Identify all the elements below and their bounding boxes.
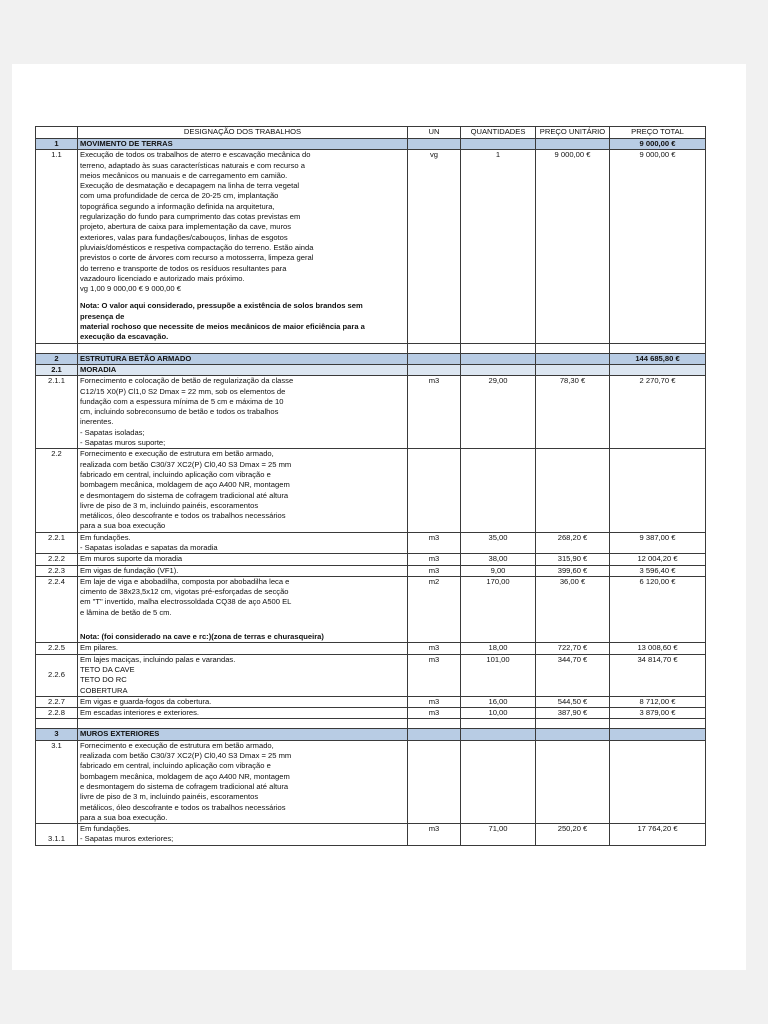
table-row-2-2-2 (36, 554, 706, 565)
desc-line: inerentes. (80, 417, 114, 427)
item-quantity: 16,00 (461, 696, 536, 707)
table-row-2-2-4 (36, 576, 706, 642)
header-preco-unitario: PREÇO UNITÁRIO (536, 127, 610, 139)
item-number: 2.2.7 (36, 696, 78, 707)
desc-line: metálicos, óleo descofrante e todos os trabalhos necessários (80, 802, 286, 812)
desc-line: COBERTURA (80, 685, 128, 695)
desc-line: Fornecimento e colocação de betão de regularização da classe (80, 376, 294, 386)
item-unit: m3 (408, 554, 461, 565)
item-total-price: 34 814,70 € (610, 654, 706, 696)
table-row-2-2-6 (36, 654, 706, 696)
section-title: ESTRUTURA BETÃO ARMADO (78, 353, 408, 364)
item-number: 2.2.2 (36, 554, 78, 565)
item-description (78, 376, 408, 449)
table-row-2-2-3 (36, 565, 706, 576)
desc-line: Fornecimento e execução de estrutura em betão armado, (80, 449, 274, 459)
desc-line: projeto, abertura de caixa para implementação da cave, muros (80, 222, 292, 232)
subsection-number: 2.1 (36, 364, 78, 375)
item-description (78, 740, 408, 823)
item-unit-price: 315,90 € (536, 554, 610, 565)
item-total-price: 12 004,20 € (610, 554, 706, 565)
item-quantity: 101,00 (461, 654, 536, 696)
section-title: MOVIMENTO DE TERRAS (78, 139, 408, 150)
item-quantity: 29,00 (461, 376, 536, 449)
item-unit-price: 250,20 € (536, 824, 610, 846)
desc-line: fundação com a espessura mínima de 5 cm e máxima de 10 (80, 396, 284, 406)
blank-row (36, 719, 706, 729)
desc-line: Execução de desmatação e decapagem na linha de terra vegetal (80, 181, 300, 191)
desc-line: realizada com betão C30/37 XC2(P) Cl0,40 S3 Dmax = 25 mm (80, 459, 292, 469)
table-row-3-1-1 (36, 824, 706, 846)
desc-line: realizada com betão C30/37 XC2(P) Cl0,40 S3 Dmax = 25 mm (80, 751, 292, 761)
note-line: execução da escavação. (80, 332, 169, 342)
item-number: 2.2.1 (36, 532, 78, 554)
desc-line: terreno, adaptado às suas características naturais e com recurso a (80, 160, 305, 170)
item-number: 2.1.1 (36, 376, 78, 449)
note-line: material rochoso que necessite de meios mecânicos de maior eficiência para a (80, 322, 365, 332)
blank-row (36, 343, 706, 353)
item-unit: m3 (408, 565, 461, 576)
item-unit-price: 268,20 € (536, 532, 610, 554)
item-unit-price: 399,60 € (536, 565, 610, 576)
desc-line: - Sapatas muros suporte; (80, 438, 166, 448)
section-total: 144 685,80 € (610, 353, 706, 364)
section-number: 1 (36, 139, 78, 150)
item-description: Em muros suporte da moradia (78, 554, 408, 565)
subsection-row-moradia (36, 364, 706, 375)
item-quantity: 10,00 (461, 708, 536, 719)
table-row-3-1 (36, 740, 706, 823)
item-total-price: 9 000,00 € (610, 150, 706, 343)
item-number: 2.2.3 (36, 565, 78, 576)
note-line: presença de (80, 311, 125, 321)
desc-line: previstos o corte de árvores com recurso a motosserra, limpeza geral (80, 253, 314, 263)
desc-line: regularização do fundo para cumprimento das cotas previstas em (80, 212, 301, 222)
desc-line: - Sapatas muros exteriores; (80, 834, 174, 844)
desc-line: cm, incluindo sobreconsumo de betão e todos os trabalhos (80, 407, 279, 417)
desc-line: Fornecimento e execução de estrutura em betão armado, (80, 740, 274, 750)
desc-line: e desmontagem do sistema de cofragem tradicional até altura (80, 490, 289, 500)
section-row-muros-exteriores (36, 729, 706, 740)
desc-line: C12/15 X0(P) Cl1,0 S2 Dmax = 22 mm, sob os elementos de (80, 386, 286, 396)
desc-line: vazadouro licenciado e autorizado mais próximo. (80, 273, 245, 283)
desc-line: do terreno e transporte de todos os resíduos resultantes para (80, 263, 287, 273)
section-number: 2 (36, 353, 78, 364)
table-row-1-1 (36, 150, 706, 343)
item-total-price: 3 879,00 € (610, 708, 706, 719)
desc-line: Execução de todos os trabalhos de aterro e escavação mecânica do (80, 150, 311, 160)
table-row-2-2-7 (36, 696, 706, 707)
desc-line: Em lajes maciças, incluindo palas e varandas. (80, 654, 236, 664)
item-number: 3.1 (36, 740, 78, 823)
item-quantity: 18,00 (461, 643, 536, 654)
table-row-2-2-8 (36, 708, 706, 719)
table-row-2-1-1 (36, 376, 706, 449)
desc-line: cimento de 38x23,5x12 cm, vigotas pré-esforçadas de secção (80, 587, 289, 597)
table-row-2-2-5 (36, 643, 706, 654)
item-number: 2.2.4 (36, 576, 78, 642)
item-unit: m3 (408, 376, 461, 449)
item-description (78, 150, 408, 343)
item-unit-price: 9 000,00 € (536, 150, 610, 343)
document-page (12, 64, 746, 970)
desc-line: bombagem mecânica, moldagem de aço A400 NR, montagem (80, 480, 290, 490)
item-number: 2.2.5 (36, 643, 78, 654)
item-description (78, 654, 408, 696)
desc-line: exteriores, valas para fundações/cabouços, linhas de esgotos (80, 232, 288, 242)
item-description (78, 576, 408, 642)
desc-line: fabricado em central, incluindo aplicação com vibração e (80, 761, 271, 771)
desc-line: topográfica segundo a informação definida na arquitetura, (80, 201, 275, 211)
item-description (78, 824, 408, 846)
item-description: Em vigas e guarda-fogos da cobertura. (78, 696, 408, 707)
desc-line: em "T" invertido, malha electrossoldada CQ38 de aço A500 EL (80, 597, 292, 607)
bill-of-quantities-table (35, 126, 706, 846)
item-total-price: 17 764,20 € (610, 824, 706, 846)
item-unit: m3 (408, 532, 461, 554)
desc-line: TETO DA CAVE (80, 664, 135, 674)
item-description (78, 449, 408, 532)
table-row-2-2-1 (36, 532, 706, 554)
item-unit-price: 544,50 € (536, 696, 610, 707)
item-number: 2.2 (36, 449, 78, 532)
item-unit-price: 722,70 € (536, 643, 610, 654)
item-total-price: 2 270,70 € (610, 376, 706, 449)
item-number: 1.1 (36, 150, 78, 343)
desc-line: com uma profundidade de cerca de 20-25 cm, implantação (80, 191, 279, 201)
section-number: 3 (36, 729, 78, 740)
section-total: 9 000,00 € (610, 139, 706, 150)
desc-line: livre de piso de 3 m, incluindo painéis, escoramentos (80, 792, 259, 802)
desc-line: meios mecânicos ou manuais e de carregamento em camião. (80, 170, 288, 180)
desc-line: para a sua boa execução. (80, 812, 168, 822)
desc-line: metálicos, óleo descofrante e todos os trabalhos necessários (80, 511, 286, 521)
section-row-movimento-terras (36, 139, 706, 150)
section-title: MUROS EXTERIORES (78, 729, 408, 740)
desc-line: - Sapatas isoladas e sapatas da moradia (80, 542, 218, 552)
item-quantity: 9,00 (461, 565, 536, 576)
item-quantity: 35,00 (461, 532, 536, 554)
item-unit: m3 (408, 824, 461, 846)
item-total-price: 9 387,00 € (610, 532, 706, 554)
desc-line: Em laje de viga e abobadilha, composta por abobadilha leca e (80, 576, 290, 586)
note-line: Nota: (foi considerado na cave e rc:)(zona de terras e churasqueira) (80, 632, 324, 642)
item-total-price: 3 596,40 € (610, 565, 706, 576)
item-description: Em vigas de fundação (VF1). (78, 565, 408, 576)
desc-line: fabricado em central, incluindo aplicação com vibração e (80, 469, 271, 479)
item-quantity: 71,00 (461, 824, 536, 846)
item-unit: m2 (408, 576, 461, 642)
header-preco-total: PREÇO TOTAL (610, 127, 706, 139)
item-number: 2.2.6 (36, 654, 78, 696)
desc-line: - Sapatas isoladas; (80, 427, 145, 437)
header-designacao: DESIGNAÇÃO DOS TRABALHOS (78, 127, 408, 139)
section-row-estrutura-betao (36, 353, 706, 364)
desc-line: Em fundações. (80, 532, 131, 542)
item-quantity: 170,00 (461, 576, 536, 642)
item-unit-price: 78,30 € (536, 376, 610, 449)
item-number: 3.1.1 (36, 824, 78, 846)
item-number: 2.2.8 (36, 708, 78, 719)
desc-line: e desmontagem do sistema de cofragem tradicional até altura (80, 781, 289, 791)
item-description: Em pilares. (78, 643, 408, 654)
item-unit: m3 (408, 654, 461, 696)
item-description: Em escadas interiores e exteriores. (78, 708, 408, 719)
item-total-price: 6 120,00 € (610, 576, 706, 642)
subsection-title: MORADIA (78, 364, 408, 375)
desc-line: TETO DO RC (80, 675, 127, 685)
header-num (36, 127, 78, 139)
item-unit: vg (408, 150, 461, 343)
item-quantity: 38,00 (461, 554, 536, 565)
desc-line: pluviais/domésticos e respetiva compactação do terreno. Estão ainda (80, 242, 314, 252)
item-unit-price: 36,00 € (536, 576, 610, 642)
item-unit-price: 344,70 € (536, 654, 610, 696)
desc-line: Em fundações. (80, 824, 131, 834)
desc-line: e lâmina de betão de 5 cm. (80, 607, 172, 617)
header-quantidades: QUANTIDADES (461, 127, 536, 139)
item-quantity: 1 (461, 150, 536, 343)
item-unit: m3 (408, 708, 461, 719)
desc-line: livre de piso de 3 m, incluindo painéis, escoramentos (80, 500, 259, 510)
note-line: Nota: O valor aqui considerado, pressupõe a existência de solos brandos sem (80, 301, 363, 311)
item-description (78, 532, 408, 554)
item-unit-price: 387,90 € (536, 708, 610, 719)
table-header-row (36, 127, 706, 139)
item-unit: m3 (408, 643, 461, 654)
item-total-price: 8 712,00 € (610, 696, 706, 707)
table-row-2-2 (36, 449, 706, 532)
desc-line: bombagem mecânica, moldagem de aço A400 NR, montagem (80, 771, 290, 781)
desc-line: vg 1,00 9 000,00 € 9 000,00 € (80, 284, 181, 294)
desc-line: para a sua boa execução (80, 521, 166, 531)
header-un: UN (408, 127, 461, 139)
item-unit: m3 (408, 696, 461, 707)
item-total-price: 13 008,60 € (610, 643, 706, 654)
